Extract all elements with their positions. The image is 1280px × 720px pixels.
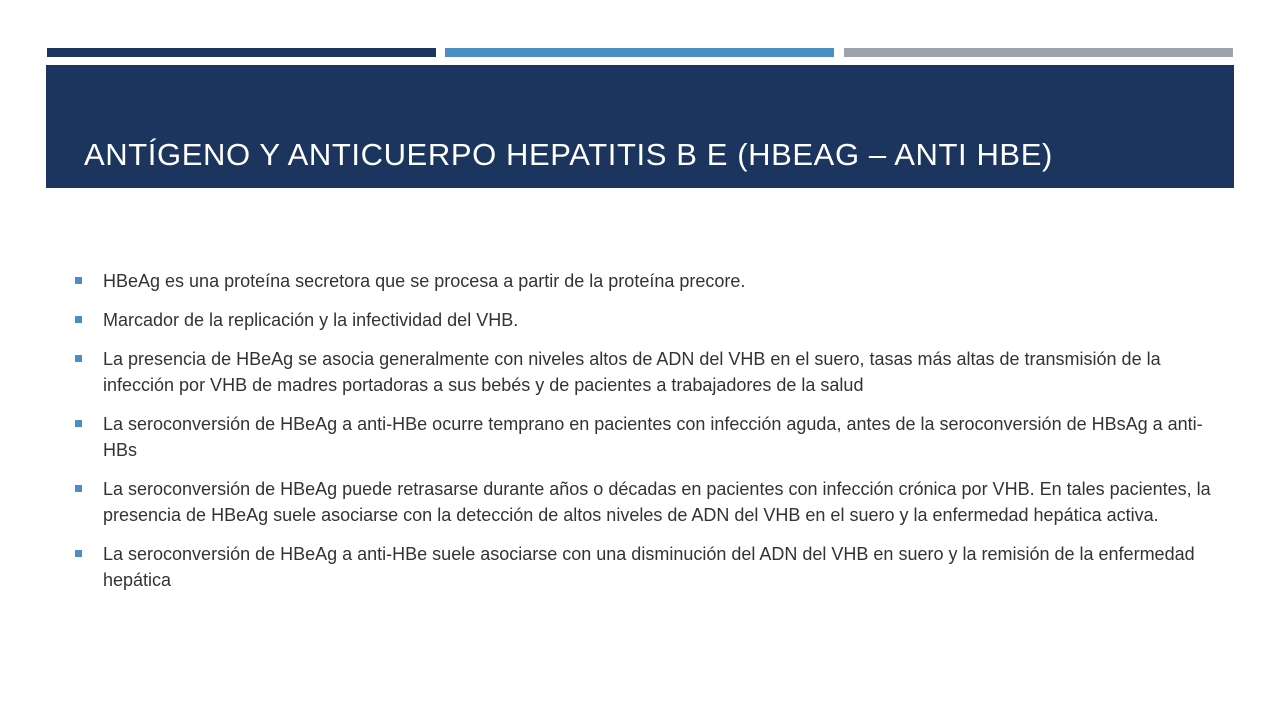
slide-title: ANTÍGENO Y ANTICUERPO HEPATITIS B E (HBEAG – ANTI HBE) [84, 137, 1053, 172]
square-bullet-icon [75, 420, 82, 427]
square-bullet-icon [75, 485, 82, 492]
bullet-item [74, 541, 1224, 593]
title-band [46, 65, 1234, 188]
accent-bar-dark [47, 48, 436, 57]
bullet-text: Marcador de la replicación y la infectividad del VHB. [103, 310, 519, 330]
bullet-item [74, 307, 1224, 333]
bullet-text: La seroconversión de HBeAg a anti-HBe ocurre temprano en pacientes con infección aguda, antes de la seroconversión de HBsAg a anti-HBs [103, 414, 1203, 460]
bullet-text: La seroconversión de HBeAg puede retrasarse durante años o décadas en pacientes con infección crónica por VHB. En tales pacientes, la presencia de HBeAg suele asociarse con la detección de altos niveles de ADN del VHB en el suero y la enfermedad hepática activa. [103, 479, 1211, 525]
square-bullet-icon [75, 550, 82, 557]
accent-bar-gray [844, 48, 1233, 57]
accent-bar-blue [445, 48, 834, 57]
bullet-list [74, 268, 1224, 606]
bullet-item [74, 346, 1224, 398]
bullet-text: La presencia de HBeAg se asocia generalmente con niveles altos de ADN del VHB en el suero, tasas más altas de transmisión de la infección por VHB de madres portadoras a sus bebés y de pacientes a trabajadores de la salud [103, 349, 1161, 395]
square-bullet-icon [75, 316, 82, 323]
bullet-text: HBeAg es una proteína secretora que se procesa a partir de la proteína precore. [103, 271, 746, 291]
bullet-item [74, 411, 1224, 463]
bullet-item [74, 476, 1224, 528]
square-bullet-icon [75, 277, 82, 284]
square-bullet-icon [75, 355, 82, 362]
bullet-item [74, 268, 1224, 294]
bullet-text: La seroconversión de HBeAg a anti-HBe suele asociarse con una disminución del ADN del VHB en suero y la remisión de la enfermedad hepática [103, 544, 1195, 590]
